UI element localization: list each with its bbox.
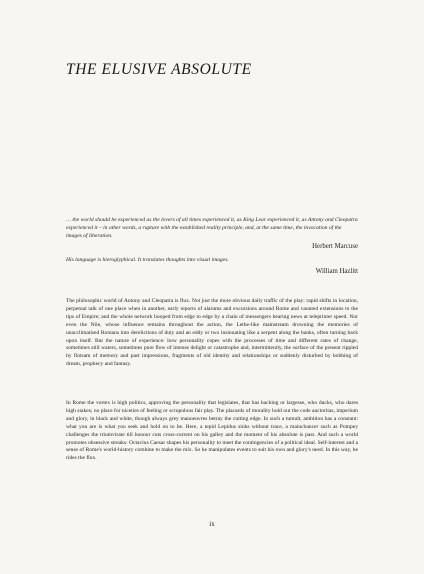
chapter-title: THE ELUSIVE ABSOLUTE [66,61,252,78]
epigraph-author-hazlitt: William Hazlitt [315,268,358,275]
page-number: ix [209,520,215,528]
epigraph-hazlitt: His language is hieroglyphical. It translates thoughts into visual images. [66,257,229,263]
epigraph-author-marcuse: Herbert Marcuse [312,243,358,250]
body-paragraph-2: In Rome the vortex is high politics, approving the personality that legislates, that has backing or largesse, who ducks, who dares high stakes; no place for niceties of feeling or scrupulous fair play. The placards of morality hold out the code auctoritas, imperium and glory, in black and white, though always grey manoeuvres betray the cutting edge. In such a tumult, ambition has a constant: what you are is what you seek and hold on to be. Here, a tepid Lepidus sinks without trace, a mainchancer such as Pompey challenges the triumvirate till honour cuts cross-current on his galley and the moment of his absolute is past. And such a world promotes obsessive streaks: Octavius Caesar shapes his personality to meet the contingencies of a political ideal. Self-interest and a sense of Rome's world-history combine to make the mix. So he manipulates events to suit his own and glory's need. In this way, he rides the flux. [66,400,358,462]
body-paragraph-1: The philosophic world of Antony and Cleopatra is flux. Not just the more obvious daily traffic of the play: rapid shifts in location, perpetual talk of one place when in another, early reports of alarums and excursions around Rome and vaunted extensions to the tips of Empire; and the whole network hooped from edge to edge by a chain of messengers bearing news at teleprinter speed. Nor even the Nile, whose influence remains throughout the action, the Lethe-like mainstream drowning the memories of unacclimatised Romans into derelictions of duty and an eddy or two insinuating like a serpent along the banks, often turning back upon itself. But the nature of experience: how personality copes with the processes of time and different rates of change, sometimes still waters, sometimes pure flow of intense delight or catastrophe and, intermittently, the surface of the present rippled by flotsam of memory and past impressions, fragments of old identity and relationships or suddenly disturbed by bobbing of dream, prophecy and fantasy. [66,298,358,368]
epigraph-marcuse: … the world should be experienced as the lovers of all times experienced it, as King Lear experienced it, as Antony and Cleopatra experienced it – in other words, a rupture with the established reality principle, and, at the same time, the invocation of the images of liberation. [66,217,358,239]
